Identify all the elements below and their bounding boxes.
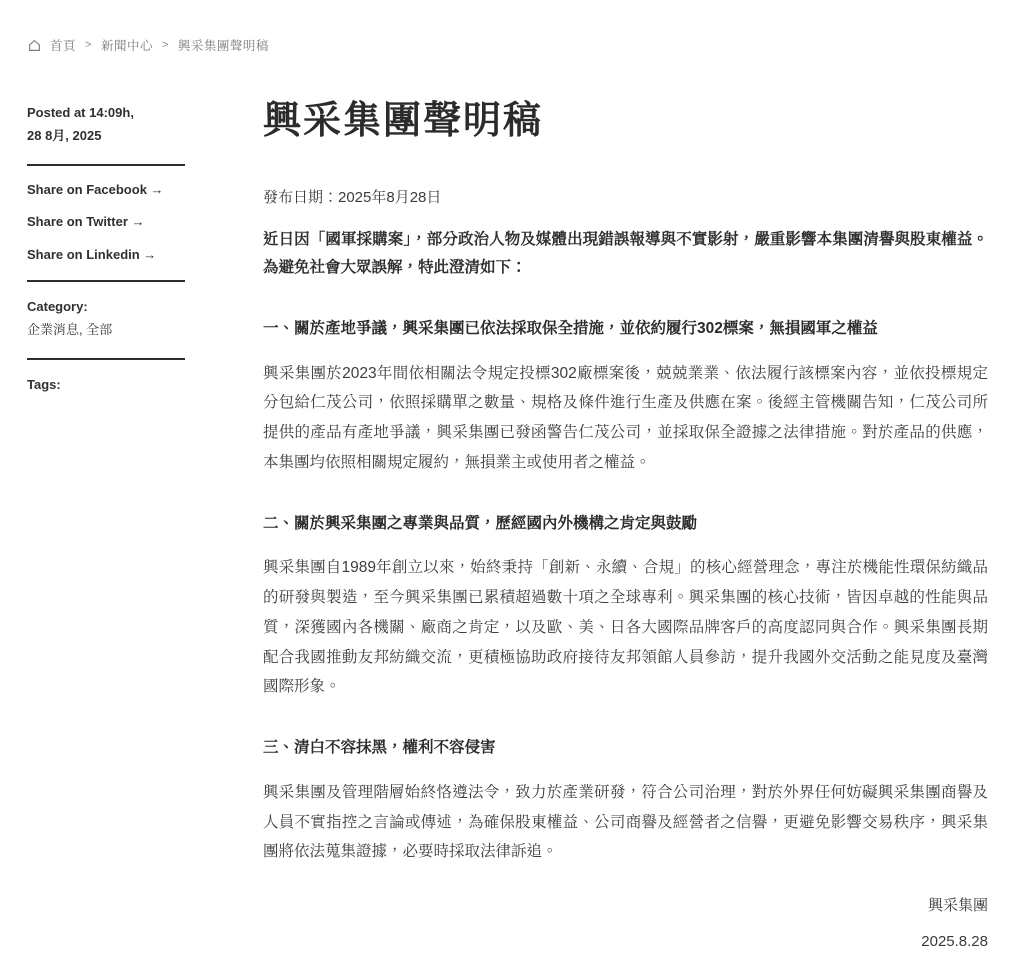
- post-meta-sidebar: [27, 100, 185, 396]
- breadcrumb-separator: >: [85, 39, 92, 51]
- tags-label: Tags:: [27, 376, 61, 392]
- sidebar-divider: [27, 358, 185, 360]
- tags-block: [27, 374, 185, 397]
- posted-time: Posted at 14:09h,: [27, 105, 134, 120]
- home-icon[interactable]: [28, 39, 41, 52]
- share-twitter-link[interactable]: Share on Twitter →: [27, 214, 145, 230]
- publish-date: 發布日期：2025年8月28日: [263, 188, 442, 206]
- section-1-body: 興采集團於2023年間依相關法令規定投標302廠標案後，兢兢業業、依法履行該標案內容，並依投標規定分包給仁茂公司，依照採購單之數量、規格及條件進行生產及供應在案。後經主管機關告知，仁茂公司所提供的產品有產地爭議，興采集團已發函警告仁茂公司，並採取保全證據之法律措施。對於產品的供應，本集團均依照相關規定履約，無損業主或使用者之權益。: [263, 364, 988, 471]
- share-links: [27, 182, 185, 265]
- sidebar-divider: [27, 280, 185, 282]
- article-signature: [263, 891, 988, 957]
- section-2-body: 興采集團自1989年創立以來，始終秉持「創新、永續、合規」的核心經營理念，專注於機能性環保紡織品的研發與製造，至今興采集團已累積超過數十項之全球專利。興采集團的核心技術，皆因卓越的性能與品質，深獲國內各機關、廠商之肯定，以及歐、美、日各大國際品牌客戶的高度認同與合作。興采集團長期配合我國推動友邦紡織交流，更積極協助政府接待友邦領館人員參訪，提升我國外交活動之能見度及臺灣國際形象。: [263, 559, 988, 696]
- breadcrumb-link-home[interactable]: 首頁: [50, 39, 77, 53]
- section-3-heading: 三、清白不容抹黑，權利不容侵害: [263, 739, 496, 757]
- signature-company-name: 興采集團: [927, 897, 988, 915]
- section-3-body: 興采集團及管理階層始終恪遵法令，致力於產業研發，符合公司治理，對於外界任何妨礙興采集團商譽及人員不實指控之言論或傳述，為確保股東權益、公司商譽及經營者之信譽，更避免影響交易秩序，興采集團將依法蒐集證據，必要時採取法律訴追。: [263, 783, 988, 861]
- share-facebook-link[interactable]: Share on Facebook →: [27, 181, 164, 197]
- section-1-heading: 一、關於產地爭議，興采集團已依法採取保全措施，並依約履行302標案，無損國軍之權益: [263, 320, 878, 338]
- category-label: Category:: [27, 299, 88, 315]
- breadcrumb-link-news-center[interactable]: 新聞中心: [100, 39, 153, 53]
- breadcrumb: [28, 36, 269, 54]
- category-value-links[interactable]: 企業消息, 全部: [27, 321, 113, 337]
- posted-timestamp: [27, 102, 185, 148]
- sidebar-divider: [27, 164, 185, 166]
- article-intro: 近日因「國軍採購案」，部分政治人物及媒體出現錯誤報導與不實影射，嚴重影響本集團清譽與股東權益。為避免社會大眾誤解，特此澄清如下：: [263, 230, 988, 277]
- breadcrumb-current-page: 興采集團聲明稿: [177, 39, 269, 53]
- share-linkedin-link[interactable]: Share on Linkedin →: [27, 247, 157, 263]
- content-layout: [27, 100, 990, 957]
- signature-date: 2025.8.28: [921, 933, 988, 951]
- posted-date: 28 8月, 2025: [27, 127, 102, 143]
- breadcrumb-separator: >: [161, 39, 169, 51]
- page-title: 興采集團聲明稿: [263, 100, 544, 142]
- category-block: [27, 296, 185, 342]
- section-2-heading: 二、關於興采集團之專業與品質，歷經國內外機構之肯定與鼓勵: [263, 514, 698, 532]
- article-body: [263, 100, 988, 957]
